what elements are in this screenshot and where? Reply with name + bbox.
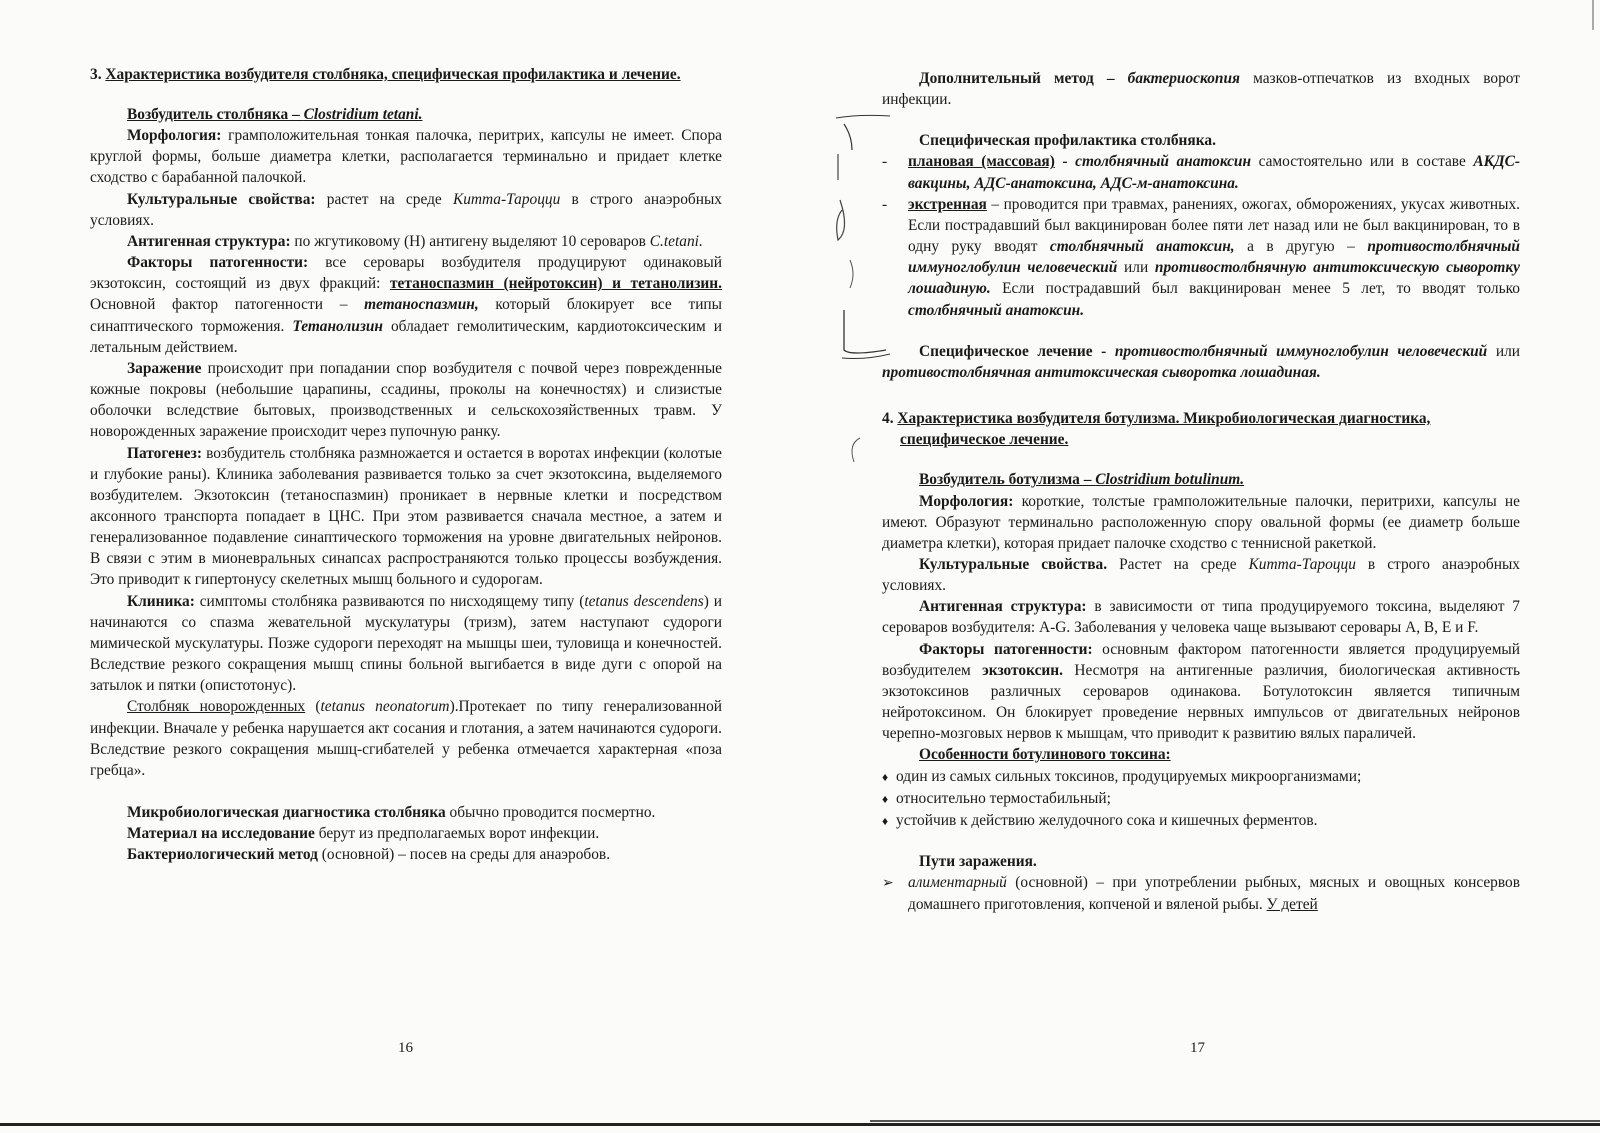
- treatment-paragraph: Специфическое лечение - противостолбнячный иммуноглобулин человеческий или противостолбнячная антитоксическая сыворотка лошадиная.: [882, 342, 1520, 381]
- diamond-bullet-icon: ♦: [882, 769, 889, 784]
- pathogenicity-paragraph: Факторы патогенности: все серовары возбудителя продуцируют одинаковый экзотоксин, состоящий из двух фракций: тетаноспазмин (нейротоксин) и тетанолизин. Основной фактор патогенности – тетаноспазмин, который блокирует все типы синаптического торможения. Тетанолизин обладает гемолитическим, кардиотоксическим и летальным действием.: [90, 254, 723, 356]
- pathogenesis-paragraph: Патогенез: возбудитель столбняка размножается и остается в воротах инфекции (колотые и глубокие раны). Клиника заболевания развивается только за счет экзотоксина, выделяемого возбудителем. Экзотоксин (тетаноспазмин) проникает в нервные клетки и посредством аксонного транспорта попадает в ЦНС. При этом развивается сначала местное, а затем и генерализованное подавление синаптического торможения на уровне двигательных нейронов. В связи с этим в мионевральных синапсах распространяются только процессы возбуждения. Это приводит к гипертонусу скелетных мышц больного и судорогам.: [90, 444, 722, 589]
- toxin-features-title: Особенности ботулинового токсина:: [919, 746, 1171, 764]
- bacteriological-paragraph: Бактериологический метод (основной) – посев на среды для анаэробов.: [127, 846, 611, 864]
- extra-method-paragraph: Дополнительный метод – бактериоскопия мазков-отпечатков из входных ворот инфекции.: [882, 70, 1520, 109]
- edge-mark: [1592, 0, 1594, 30]
- botulism-antigen: Антигенная структура: в зависимости от типа продуцируемого токсина, выделяют 7 сероваров возбудителя: A-G. Заболевания у человека чаще вызывают серовары A, B, E и F.: [882, 598, 1520, 637]
- right-page: [882, 0, 1520, 1133]
- agent-title: Возбудитель столбняка – Clostridium tetani.: [127, 106, 423, 123]
- bottom-edge-line: [0, 1123, 1600, 1126]
- left-page: [90, 0, 722, 1133]
- section-3-heading-text: Характеристика возбудителя столбняка, специфическая профилактика и лечение.: [105, 66, 681, 83]
- section-3-heading: 3. Характеристика возбудителя столбняка, специфическая профилактика и лечение.: [90, 66, 681, 83]
- section-4-heading-text: Характеристика возбудителя ботулизма. Микробиологическая диагностика, специфическое лечение.: [897, 410, 1431, 449]
- dash-bullet: -: [882, 195, 888, 213]
- culture-paragraph: Культуральные свойства: растет на среде Китта-Тароцци в строго анаэробных условиях.: [90, 190, 722, 229]
- prophylaxis-planned: - плановая (массовая) - столбнячный анатоксин самостоятельно или в составе АКДС-вакцины, АДС-анатоксина, АДС-м-анатоксина.: [882, 153, 1520, 192]
- botulism-agent-title: Возбудитель ботулизма – Clostridium botulinum.: [919, 471, 1245, 489]
- material-paragraph: Материал на исследование берут из предполагаемых ворот инфекции.: [127, 825, 600, 843]
- arrow-bullet-icon: ➢: [882, 876, 894, 892]
- section-4-heading: 4. Характеристика возбудителя ботулизма. Микробиологическая диагностика, специфическое лечение.: [882, 410, 1431, 449]
- list-item: ♦ устойчив к действию желудочного сока и кишечных ферментов.: [882, 810, 1520, 832]
- page-edge-line: [870, 1120, 1600, 1122]
- botulism-culture: Культуральные свойства. Растет на среде Китта-Тароцци в строго анаэробных условиях.: [882, 555, 1520, 595]
- morphology-paragraph: Морфология: грамположительная тонкая палочка, перитрих, капсулы не имеет. Спора круглой формы, больше диаметра клетки, располагается терминально и придает клетке сходство с барабанной палочкой.: [90, 127, 722, 187]
- prophylaxis-title: Специфическая профилактика столбняка.: [919, 132, 1216, 150]
- toxin-features-list: [882, 766, 1520, 832]
- botulism-morphology: Морфология: короткие, толстые грамположительные палочки, перитрихи, капсулы не имеют. Образуют терминально расположенную спору овальной формы (ее диаметр больше диаметра клетки), которая придает палочке сходство с теннисной ракеткой.: [882, 492, 1520, 552]
- diagnostics-paragraph: Микробиологическая диагностика столбняка обычно проводится посмертно.: [127, 804, 656, 821]
- newborn-tetanus-paragraph: Столбняк новорожденных (tetanus neonatorum).Протекает по типу генерализованной инфекции. Вначале у ребенка нарушается акт сосания и глотания, а затем начинаются судороги. Вследствие резкого сокращения мышц-сгибателей у ребенка отмечается характерная «поза гребца».: [90, 698, 722, 779]
- page-number-right: 17: [1190, 1040, 1205, 1056]
- diamond-bullet-icon: ♦: [882, 813, 889, 828]
- infection-paragraph: Заражение происходит при попадании спор возбудителя с почвой через поврежденные кожные покровы (небольшие царапины, ссадины, проколы на конечностях) и слизистые оболочки вследствие бытовых, производственных и сельскохозяйственных травм. У новорожденных заражение происходит через пупочную ранку.: [90, 359, 722, 441]
- diamond-bullet-icon: ♦: [882, 791, 889, 806]
- route-alimentary: ➢ алиментарный (основной) – при употреблении рыбных, мясных и овощных консервов домашнего приготовления, копченой и вяленой рыбы. У детей: [882, 874, 1520, 914]
- handwritten-margin-marks: [830, 110, 900, 490]
- clinic-paragraph: Клиника: симптомы столбняка развиваются по нисходящему типу (tetanus descendens) и начинаются со спазма жевательной мускулатуры (тризм), затем наступают судороги мимической мускулатуры. Позже судороги переходят на мышцы шеи, туловища и конечностей. Вследствие резкого сокращения мышц спины больной выгибается в виде дуги с опорой на затылок и пятки (опистотонус).: [90, 592, 722, 695]
- prophylaxis-emergency: - экстренная – проводится при травмах, ранениях, ожогах, обморожениях, укусах животных. Если пострадавший был вакцинирован более пяти лет назад или не был вакцинирован, то в одну руку вводят столбнячный анатоксин, а в другую – противостолбнячный иммуноглобулин человеческий или противостолбнячную антитоксическую сыворотку лошадиную. Если пострадавший был вакцинирован менее 5 лет, то вводят только столбнячный анатоксин.: [882, 195, 1520, 319]
- dash-bullet: -: [882, 153, 888, 171]
- page-number-left: 16: [398, 1040, 413, 1056]
- list-item: ♦ относительно термостабильный;: [882, 788, 1520, 810]
- list-item: ♦ один из самых сильных токсинов, продуцируемых микроорганизмами;: [882, 766, 1520, 788]
- botulism-pathogenicity: Факторы патогенности: основным фактором патогенности является продуцируемый возбудителем экзотоксин. Несмотря на антигенные различия, биологическая активность экзотоксинов различных сероваров одинакова. Ботулотоксин является типичным нейротоксином. Он блокирует проведение нервных импульсов от двигательных нейронов черепно-мозговых нервов к мышцам, что приводит к развитию вялых параличей.: [882, 640, 1521, 743]
- routes-title: Пути заражения.: [919, 853, 1037, 870]
- antigen-paragraph: Антигенная структура: по жгутиковому (Н) антигену выделяют 10 сероваров C.tetani.: [127, 232, 703, 250]
